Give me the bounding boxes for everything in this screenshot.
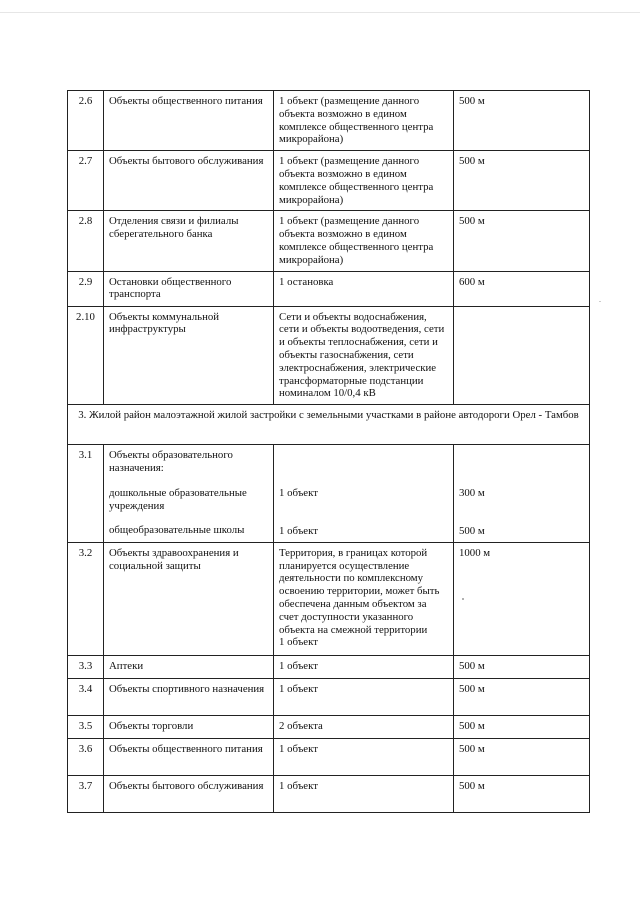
facility-name-cell [104,445,274,543]
facility-subtype-name: общеобразовательные школы [109,524,245,537]
facility-name: Остановки общественного транспорта [104,271,274,306]
table-row [68,306,590,405]
row-number: 3.1 [68,445,104,543]
facility-name: Объекты общественного питания [104,738,274,775]
accessibility-radius [454,306,590,405]
row-number: 2.6 [68,91,104,151]
accessibility-radius: 500 м [459,524,485,537]
accessibility-radius: 500 м [454,211,590,271]
accessibility-radius: 500 м [454,738,590,775]
section-title: 3. Жилой район малоэтажной жилой застройки с земельными участками в районе автодороги Орел - Тамбов [68,405,590,445]
scan-speck [462,598,464,600]
accessibility-radius: 500 м [454,715,590,738]
table-row [68,271,590,306]
accessibility-radius: 300 м [459,487,485,500]
facility-name: Объекты образовательного назначения: [109,449,233,474]
table-row [68,738,590,775]
facility-quantity: 1 объект [274,738,454,775]
facility-quantity: 1 объект [274,655,454,678]
facility-subtype-name: дошкольные образовательные учреждения [109,486,247,512]
facility-name: Объекты спортивного назначения [104,678,274,715]
row-number: 3.6 [68,738,104,775]
facilities-table [67,90,590,813]
facility-quantity: 1 остановка [274,271,454,306]
facility-name: Аптеки [104,655,274,678]
accessibility-radius: 1000 м [454,542,590,655]
row-number: 3.3 [68,655,104,678]
accessibility-radius: 500 м [454,775,590,812]
row-number: 3.2 [68,542,104,655]
row-number: 3.7 [68,775,104,812]
section-header-row [68,405,590,445]
row-number: 2.7 [68,151,104,211]
accessibility-radius: 500 м [454,91,590,151]
facility-name: Объекты здравоохранения и социальной защиты [104,542,274,655]
table-row [68,211,590,271]
accessibility-radius: 500 м [454,678,590,715]
table-row [68,542,590,655]
row-number: 2.10 [68,306,104,405]
facility-quantity: Сети и объекты водоснабжения, сети и объекты водоотведения, сети и объекты теплоснабжения, сети и объекты газоснабжения, сети электроснабжения, электрические трансформаторные подстанции номиналом 10/0,4 кВ [274,306,454,405]
facility-quantity: 1 объект [274,678,454,715]
facility-quantity: 2 объекта [274,715,454,738]
row-number: 2.8 [68,211,104,271]
table-row [68,678,590,715]
facility-quantity-cell [274,542,454,655]
facility-quantity-note: Территория, в границах которой планируется осуществление деятельности по комплексному освоению территории, может быть обеспечена данным объектом за счет доступности указанного объекта на смежной территории [279,546,440,636]
accessibility-radius-cell [454,445,590,543]
table-row [68,151,590,211]
table-row [68,91,590,151]
accessibility-radius: 500 м [454,151,590,211]
row-number: 3.5 [68,715,104,738]
facility-name: Отделения связи и филиалы сберегательного банка [104,211,274,271]
facility-quantity: 1 объект (размещение данного объекта возможно в едином комплексе общественного центра микрорайона) [274,91,454,151]
scan-speck [599,301,601,302]
table-row [68,655,590,678]
facility-name: Объекты общественного питания [104,91,274,151]
facility-quantity: 1 объект (размещение данного объекта возможно в едином комплексе общественного центра микрорайона) [274,151,454,211]
row-number: 2.9 [68,271,104,306]
table-row [68,715,590,738]
facility-quantity: 1 объект [274,775,454,812]
facility-name: Объекты бытового обслуживания [104,775,274,812]
facility-quantity: 1 объект (размещение данного объекта возможно в едином комплексе общественного центра микрорайона) [274,211,454,271]
facility-quantity-cell [274,445,454,543]
facility-quantity: 1 объект [279,487,318,500]
table-row [68,445,590,543]
facility-name: Объекты бытового обслуживания [104,151,274,211]
accessibility-radius: 500 м [454,655,590,678]
accessibility-radius: 600 м [454,271,590,306]
table-row [68,775,590,812]
row-number: 3.4 [68,678,104,715]
facility-quantity: 1 объект [279,636,318,649]
facility-name: Объекты торговли [104,715,274,738]
facility-quantity: 1 объект [279,524,318,537]
page-top-edge [0,12,640,13]
facility-name: Объекты коммунальной инфраструктуры [104,306,274,405]
